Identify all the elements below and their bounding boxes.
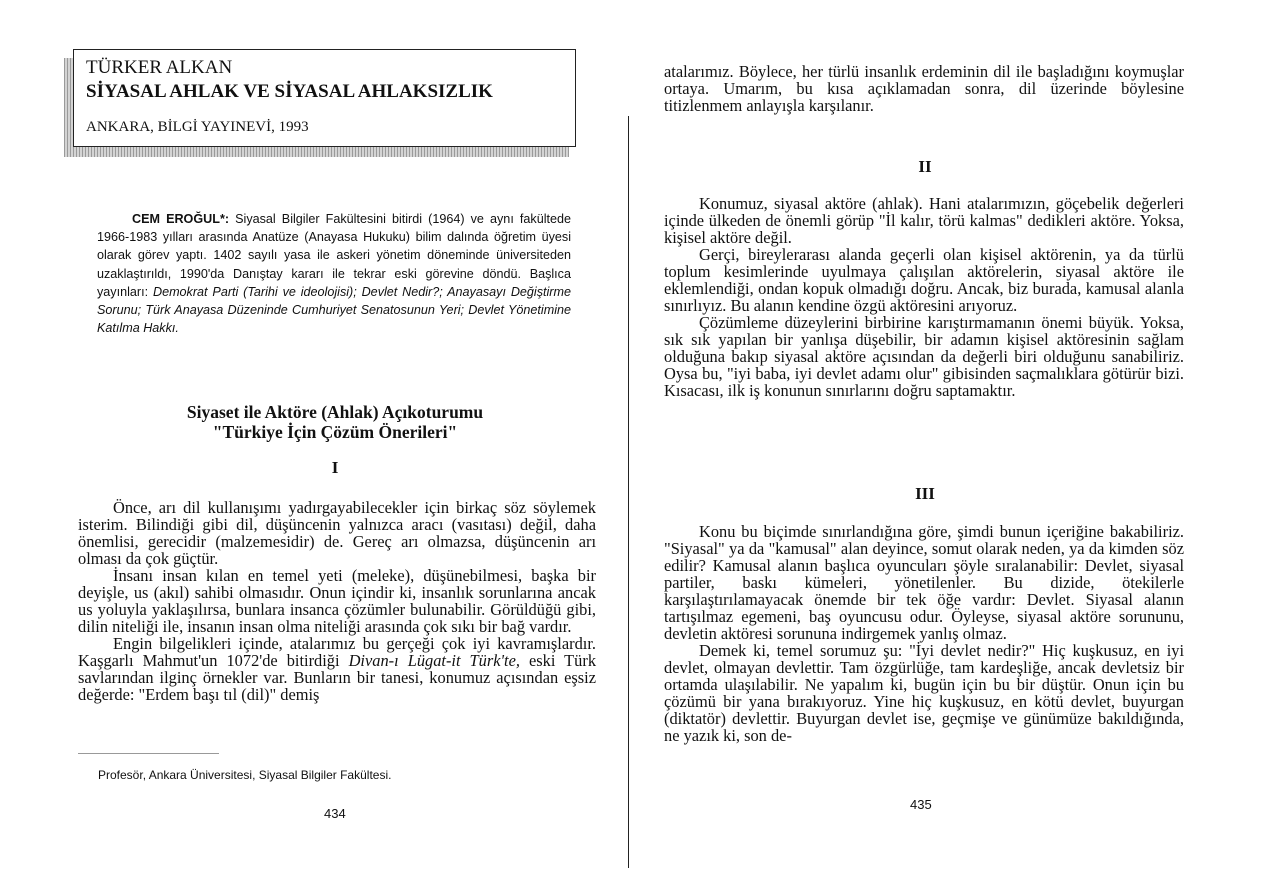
left-body-text xyxy=(78,499,596,703)
section-2-text xyxy=(664,195,1184,399)
section-heading-3: III xyxy=(915,484,935,503)
bio-text: Siyasal Bilgiler Fakültesini bitirdi (1964) ve aynı fakültede 1966-1983 yılları arasında Anatüze (Anayasa Hukuku) bilim dalında öğretim üyesi olarak görev yaptı. 1402 sayılı yasa ile askeri yönetim döneminde üniversiteden uzaklaştırıldı, 1990'da Danıştay kararı ile tekrar eski görevine döndü. Başlıca yayınları: xyxy=(97,212,572,299)
paragraph: atalarımız. Böylece, her türlü insanlık erdeminin dil ile başladığını koymuşlar ortaya. Umarım, bu kısa açıklamadan sonra, dil üzerinde böylesine titizlenmem anlayışla karşılanır. xyxy=(664,62,1184,115)
page-number-right: 435 xyxy=(910,797,932,812)
book-author: TÜRKER ALKAN xyxy=(86,57,233,78)
paragraph: İnsanı insan kılan en temel yeti (meleke), düşünebilmesi, başka bir deyişle, us (akıl) sahibi olmasıdır. Onun içindir ki, insanlık sorunlarına ancak us yoluyla yaklaşılırsa, bunlara insanca çözümler bulunabilir. Görüldüğü gibi, dilin niteliği ile, insanın insan olma niteliği arasında çok sıkı bir bağ vardır. xyxy=(78,566,596,636)
article-title-line-2: "Türkiye İçin Çözüm Önerileri" xyxy=(212,422,458,442)
left-page xyxy=(0,0,628,893)
section-3-text xyxy=(664,523,1184,744)
paragraph: Konumuz, siyasal aktöre (ahlak). Hani atalarımızın, göçebelik değerleri içinde ülkeden de önemli görüp "İl kalır, törü kalmas" dedikleri aktöre. Yoksa, kişisel aktöre değil. xyxy=(664,194,1184,247)
footnote: Profesör, Ankara Üniversitesi, Siyasal Bilgiler Fakültesi. xyxy=(98,768,392,782)
paragraph: Demek ki, temel sorumuz şu: "İyi devlet nedir?" Hiç kuşkusuz, en iyi devlet, olmayan devlettir. Tam özgürlüğe, tam kardeşliğe, ancak devletsiz bir ortamda ulaşılabilir. Ne yapalım ki, bugün için bu bir düştür. Onun için bu çözümü bir yana bırakıyoruz. Yine hiç kuşkusuz, en kötü devlet, buyurgan (diktatör) devlettir. Buyurgan devlet ise, geçmişe ve günümüze bakıldığında, ne yazık ki, son de- xyxy=(664,641,1184,745)
bio-name: CEM EROĞUL*: xyxy=(132,212,230,226)
section-heading-1: I xyxy=(331,458,339,477)
paragraph: Engin bilgelikleri içinde, atalarımız bu gerçeği çok iyi kavramışlardır. Kaşgarlı Mahmut'un 1072'de bitirdiği Divan-ı Lügat-it Türk'te, eski Türk savlarından ilginç örnekler var. Bunların bir tanesi, konumuz açısından eşsiz değerde: "Erdem başı tıl (dil)" demiş xyxy=(78,634,597,704)
paragraph: Konu bu biçimde sınırlandığına göre, şimdi bunun içeriğine bakabiliriz. "Siyasal" ya da "kamusal" alan deyince, somut olarak neden, ya da kimden söz edilir? Kamusal alanın başlıca oyuncuları şöyle sıralanabilir: Devlet, siyasal partiler, baskı kümeleri, yönetilenler. Bu dizide, ötekilerle karşılaştırılamayacak önemde bir tek öğe vardır: Devlet. Siyasal alanın tartışılmaz egemeni, baş oyuncusu odur. Öyleyse, siyasal aktöre sorununu, devletin aktöresi sorununa indirgemek yanlış olmaz. xyxy=(664,522,1184,643)
book-header-box xyxy=(73,49,576,147)
right-continuation-text xyxy=(664,63,1184,114)
bio-works: Demokrat Parti (Tarihi ve ideolojisi); Devlet Nedir?; Anayasayı Değiştirme Sorunu; Türk Anayasa Düzeninde Cumhuriyet Senatosunun Yeri; Devlet Yönetimine Katılma Hakkı. xyxy=(97,284,571,336)
page-divider xyxy=(628,116,629,868)
paragraph: Çözümleme düzeylerini birbirine karıştırmamanın önemi büyük. Yoksa, sık sık yapılan bir yanlışa düşebilir, bir adamın kişisel aktöresinin sağlam olduğuna bakıp siyasal aktöre açısından da değerli biri olduğunu sanabiliriz. Oysa bu, "iyi baba, iyi devlet adamı olur" gibisinden saçmalıklara götürür bizi. Kısacası, ilk iş konunun sınırlarını doğru saptamaktır. xyxy=(664,313,1184,400)
book-title: SİYASAL AHLAK VE SİYASAL AHLAKSIZLIK xyxy=(86,81,493,102)
article-title xyxy=(100,402,570,442)
page-number-left: 434 xyxy=(324,806,346,821)
section-heading-2: II xyxy=(918,157,932,176)
right-page xyxy=(630,0,1263,893)
article-title-line-1: Siyaset ile Aktöre (Ahlak) Açıkoturumu xyxy=(186,402,484,422)
footnote-rule xyxy=(78,753,219,754)
author-bio xyxy=(97,210,571,337)
book-publisher: ANKARA, BİLGİ YAYINEVİ, 1993 xyxy=(86,119,309,135)
paragraph: Gerçi, bireylerarası alanda geçerli olan kişisel aktörenin, ya da türlü toplum kesimlerinde uyulmaya çalışılan aktörelerin, siyasal aktöre ile eklemlendiği, ondan kopuk olmadığı doğru. Ancak, biz burada, kamusal alanla sınırlıyız. Bu alanın kendine özgü aktöresini arıyoruz. xyxy=(664,245,1184,315)
paragraph: Önce, arı dil kullanışımı yadırgayabilecekler için birkaç söz söylemek isterim. Bilindiği gibi dil, düşüncenin yalnızca aracı (vasıtası) değil, daha önemlisi, gerecidir (malzemesidir) de. Gereç arı olmazsa, düşüncenin arı olması da çok güçtür. xyxy=(78,498,596,568)
